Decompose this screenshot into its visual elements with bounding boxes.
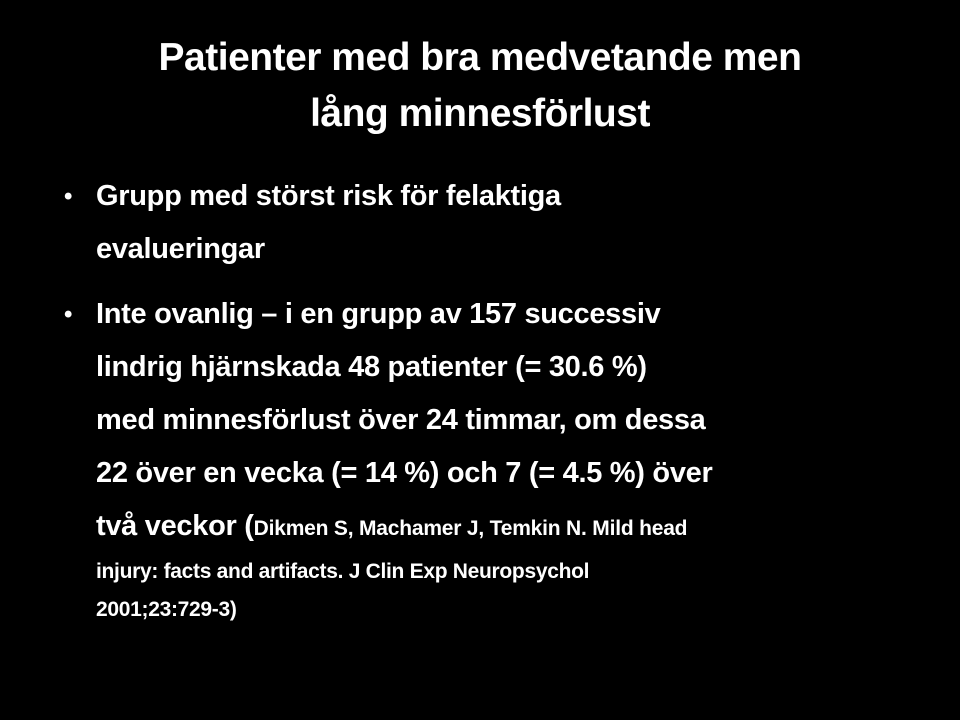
title-line-1: Patienter med bra medvetande men bbox=[158, 36, 802, 79]
citation-line-3: 2001;23:729-3) bbox=[96, 598, 237, 621]
bullet-list bbox=[62, 170, 922, 629]
bullet-marker-icon: • bbox=[64, 301, 73, 328]
bullet-2-line-5-main: två veckor ( bbox=[96, 510, 254, 542]
bullet-marker-icon: • bbox=[64, 183, 73, 210]
bullet-2-line-1: Inte ovanlig – i en grupp av 157 successiv bbox=[96, 298, 661, 330]
citation-line-2: injury: facts and artifacts. J Clin Exp Neuropsychol bbox=[96, 560, 590, 583]
bullet-2-line-4: 22 över en vecka (= 14 %) och 7 (= 4.5 %) över bbox=[96, 457, 713, 489]
citation-text: Dikmen S, Machamer J, Temkin N. Mild head bbox=[253, 517, 688, 540]
bullet-2-line-5 bbox=[96, 500, 922, 553]
bullet-1-line-2: evalueringar bbox=[96, 233, 265, 265]
title-line-2: lång minnesförlust bbox=[310, 92, 650, 135]
bullet-item-risk-group bbox=[62, 170, 922, 276]
bullet-1-line-1: Grupp med störst risk för felaktiga bbox=[96, 180, 561, 212]
bullet-2-line-3: med minnesförlust över 24 timmar, om dessa bbox=[96, 404, 706, 436]
bullet-2-line-2: lindrig hjärnskada 48 patienter (= 30.6 %) bbox=[96, 351, 647, 383]
bullet-item-statistics bbox=[62, 288, 922, 629]
slide-title bbox=[60, 30, 900, 142]
